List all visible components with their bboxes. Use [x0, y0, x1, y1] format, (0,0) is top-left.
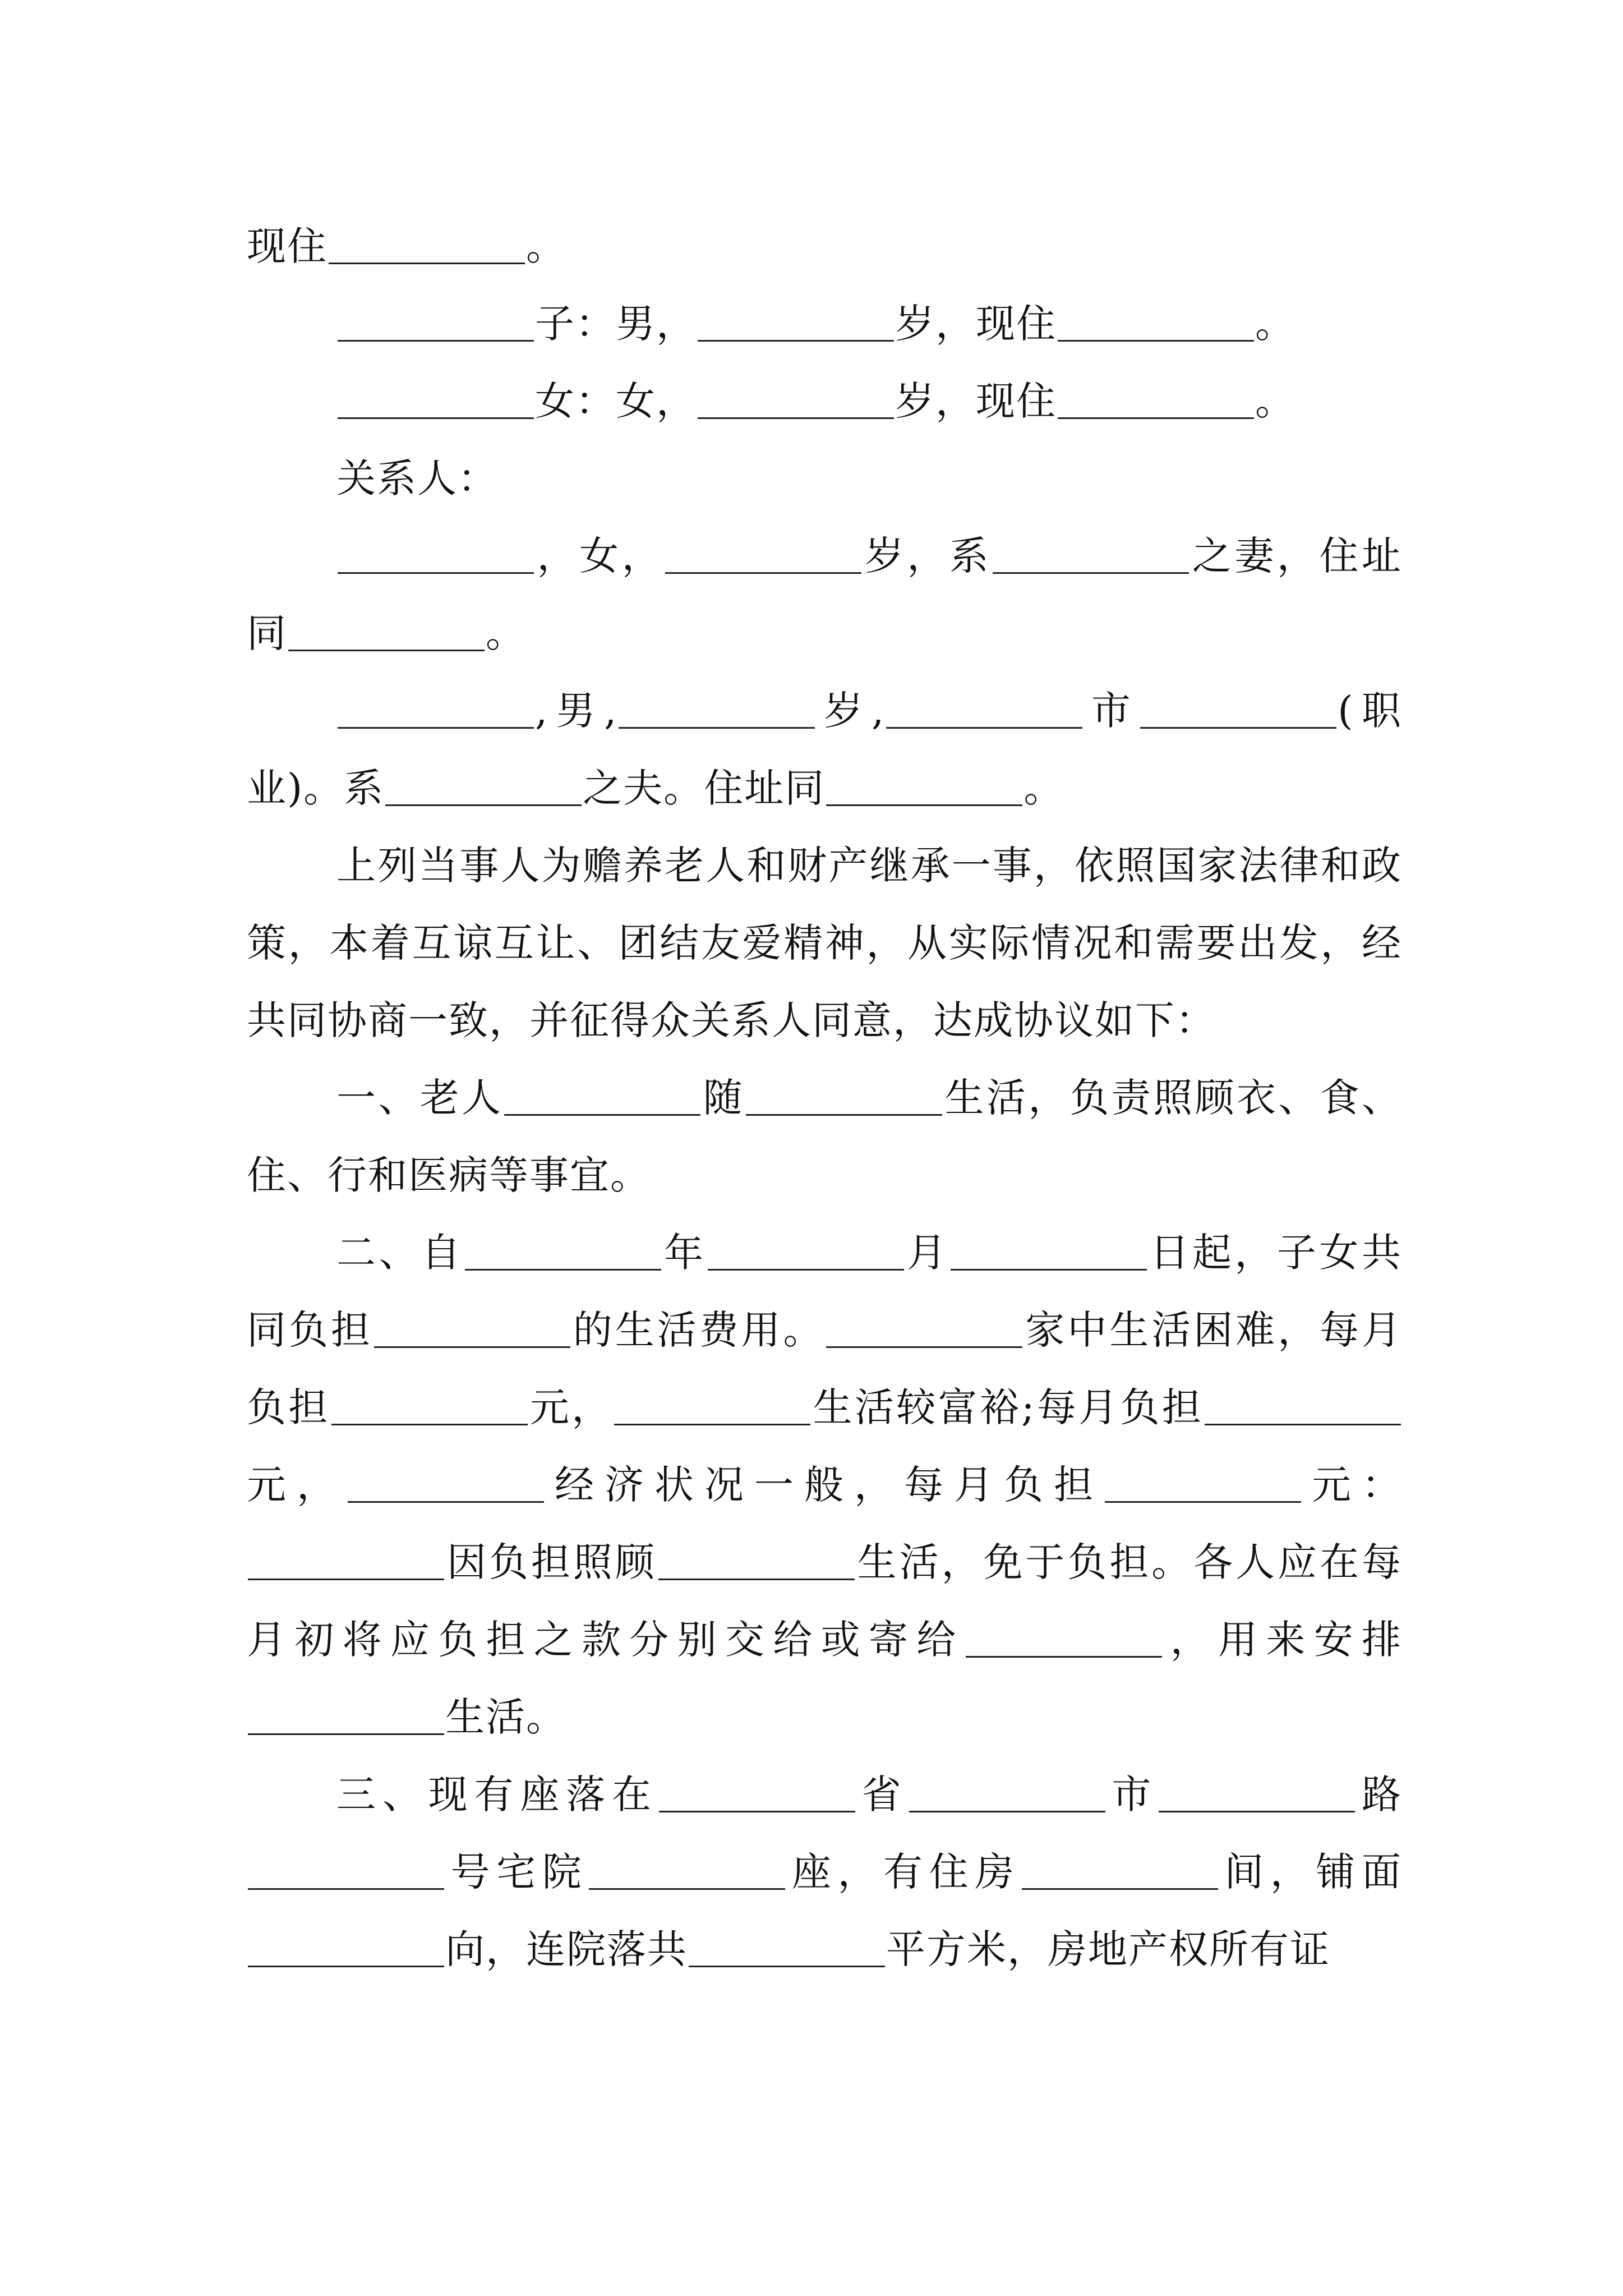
paragraph-text: 间，铺面: [1219, 1849, 1403, 1895]
paragraph: [247, 440, 1402, 517]
fill-in-blank: [248, 1694, 444, 1735]
fill-in-blank: [589, 1849, 785, 1890]
fill-in-blank: [288, 610, 485, 651]
paragraph-text: 岁,: [816, 688, 886, 734]
fill-in-blank: [338, 301, 534, 342]
fill-in-blank: [331, 1384, 528, 1425]
fill-in-blank: [993, 533, 1189, 574]
paragraph-text: 现住: [247, 223, 328, 269]
paragraph: [247, 672, 1402, 827]
paragraph-text: ,男,: [535, 688, 618, 734]
fill-in-blank: [746, 1075, 942, 1116]
fill-in-blank: [1058, 378, 1254, 419]
fill-in-blank: [1140, 688, 1336, 729]
paragraph-text: 之夫。住址同: [583, 765, 826, 811]
paragraph-text: 三、现有座落在: [336, 1772, 658, 1818]
paragraph-text: 女：女，: [535, 378, 697, 424]
paragraph-text: 。: [1255, 301, 1295, 347]
paragraph-text: 。: [486, 610, 526, 656]
paragraph-text: 生活，免于负担。各人应在每月初将应负担之款分别交给或寄给: [247, 1539, 1403, 1663]
fill-in-blank: [708, 1230, 904, 1271]
paragraph-text: 关系人：: [336, 455, 498, 501]
paragraph-text: (职业)。系: [247, 688, 1403, 811]
paragraph-text: 元，: [247, 1462, 347, 1508]
paragraph-text: 市: [1106, 1772, 1158, 1818]
paragraph-text: ，女，: [535, 533, 665, 579]
paragraph-text: 岁，现住: [895, 378, 1057, 424]
paragraph-text: 上列当事人为赡养老人和财产继承一事，依照国家法律和政策，本着互谅互让、团结友爱精神，从实际情况和需要出发，经共同协商一致，并征得众关系人同意，达成协议如下：: [247, 843, 1402, 1043]
fill-in-blank: [1105, 1462, 1301, 1503]
paragraph-text: 元，: [528, 1384, 614, 1430]
paragraph-text: 。: [526, 223, 566, 269]
paragraph-text: 日起，子女共同负担: [247, 1230, 1403, 1353]
paragraph-text: 生活。: [445, 1694, 566, 1740]
paragraph: [247, 362, 1402, 440]
fill-in-blank: [385, 765, 582, 806]
paragraph-text: 生活较富裕;每月负担: [811, 1384, 1204, 1430]
paragraph-text: 座，有住房: [786, 1849, 1021, 1895]
paragraph-text: 的生活费用。: [571, 1307, 826, 1353]
fill-in-blank: [619, 688, 815, 729]
paragraph-text: 子：男，: [535, 301, 697, 347]
paragraph-text: 经济状况一般，每月负担: [545, 1462, 1104, 1508]
fill-in-blank: [329, 223, 525, 264]
paragraph-text: 因负担照顾: [445, 1539, 657, 1585]
fill-in-blank: [665, 533, 861, 574]
fill-in-blank: [826, 765, 1022, 806]
fill-in-blank: [658, 1539, 855, 1580]
fill-in-blank: [338, 378, 534, 419]
paragraph: [247, 208, 1402, 285]
fill-in-blank: [826, 1307, 1022, 1348]
fill-in-blank: [1159, 1772, 1355, 1812]
paragraph: [247, 1756, 1402, 1988]
fill-in-blank: [338, 688, 534, 729]
fill-in-blank: [698, 301, 894, 342]
paragraph-text: ，用来安排: [1163, 1617, 1402, 1663]
paragraph: [247, 1214, 1402, 1756]
fill-in-blank: [614, 1384, 810, 1425]
fill-in-blank: [248, 1926, 444, 1967]
paragraph-text: 省: [856, 1772, 908, 1818]
fill-in-blank: [348, 1462, 544, 1503]
paragraph-text: 。: [1255, 378, 1295, 424]
paragraph-text: 元：: [1302, 1462, 1402, 1508]
fill-in-blank: [951, 1230, 1147, 1271]
fill-in-blank: [1022, 1849, 1218, 1890]
paragraph-text: 随: [702, 1075, 745, 1121]
fill-in-blank: [338, 533, 534, 574]
paragraph: [247, 827, 1402, 1059]
paragraph-text: 家中生活困难，每月负担: [247, 1307, 1403, 1430]
fill-in-blank: [966, 1617, 1162, 1658]
paragraph-text: 号宅院: [445, 1849, 588, 1895]
paragraph-text: 生活，负责照顾衣、食、住、行和医病等事宜。: [247, 1075, 1403, 1198]
fill-in-blank: [1058, 301, 1254, 342]
fill-in-blank: [698, 378, 894, 419]
paragraph: [247, 285, 1402, 362]
fill-in-blank: [886, 688, 1082, 729]
paragraph-text: 平方米，房地产权所有证: [886, 1926, 1330, 1972]
paragraph-text: 岁，系: [863, 533, 992, 579]
paragraph-text: 市: [1083, 688, 1140, 734]
fill-in-blank: [659, 1772, 855, 1812]
paragraph-text: 月: [905, 1230, 949, 1276]
contract-document: [247, 208, 1402, 1988]
paragraph: [247, 1059, 1402, 1214]
fill-in-blank: [909, 1772, 1105, 1812]
paragraph-text: 路: [1356, 1772, 1403, 1818]
paragraph-text: 岁，现住: [895, 301, 1057, 347]
paragraph: [247, 517, 1402, 672]
paragraph-text: 向，连院落共: [445, 1926, 688, 1972]
paragraph-text: 年: [662, 1230, 707, 1276]
fill-in-blank: [465, 1230, 661, 1271]
paragraph-text: 一、老人: [336, 1075, 504, 1121]
fill-in-blank: [1205, 1384, 1401, 1425]
paragraph-text: 二、自: [336, 1230, 464, 1276]
fill-in-blank: [504, 1075, 700, 1116]
paragraph-text: 。: [1023, 765, 1064, 811]
fill-in-blank: [374, 1307, 570, 1348]
fill-in-blank: [689, 1926, 885, 1967]
fill-in-blank: [248, 1849, 444, 1890]
paragraph-text: 之妻，住址同: [247, 533, 1403, 656]
fill-in-blank: [248, 1539, 444, 1580]
